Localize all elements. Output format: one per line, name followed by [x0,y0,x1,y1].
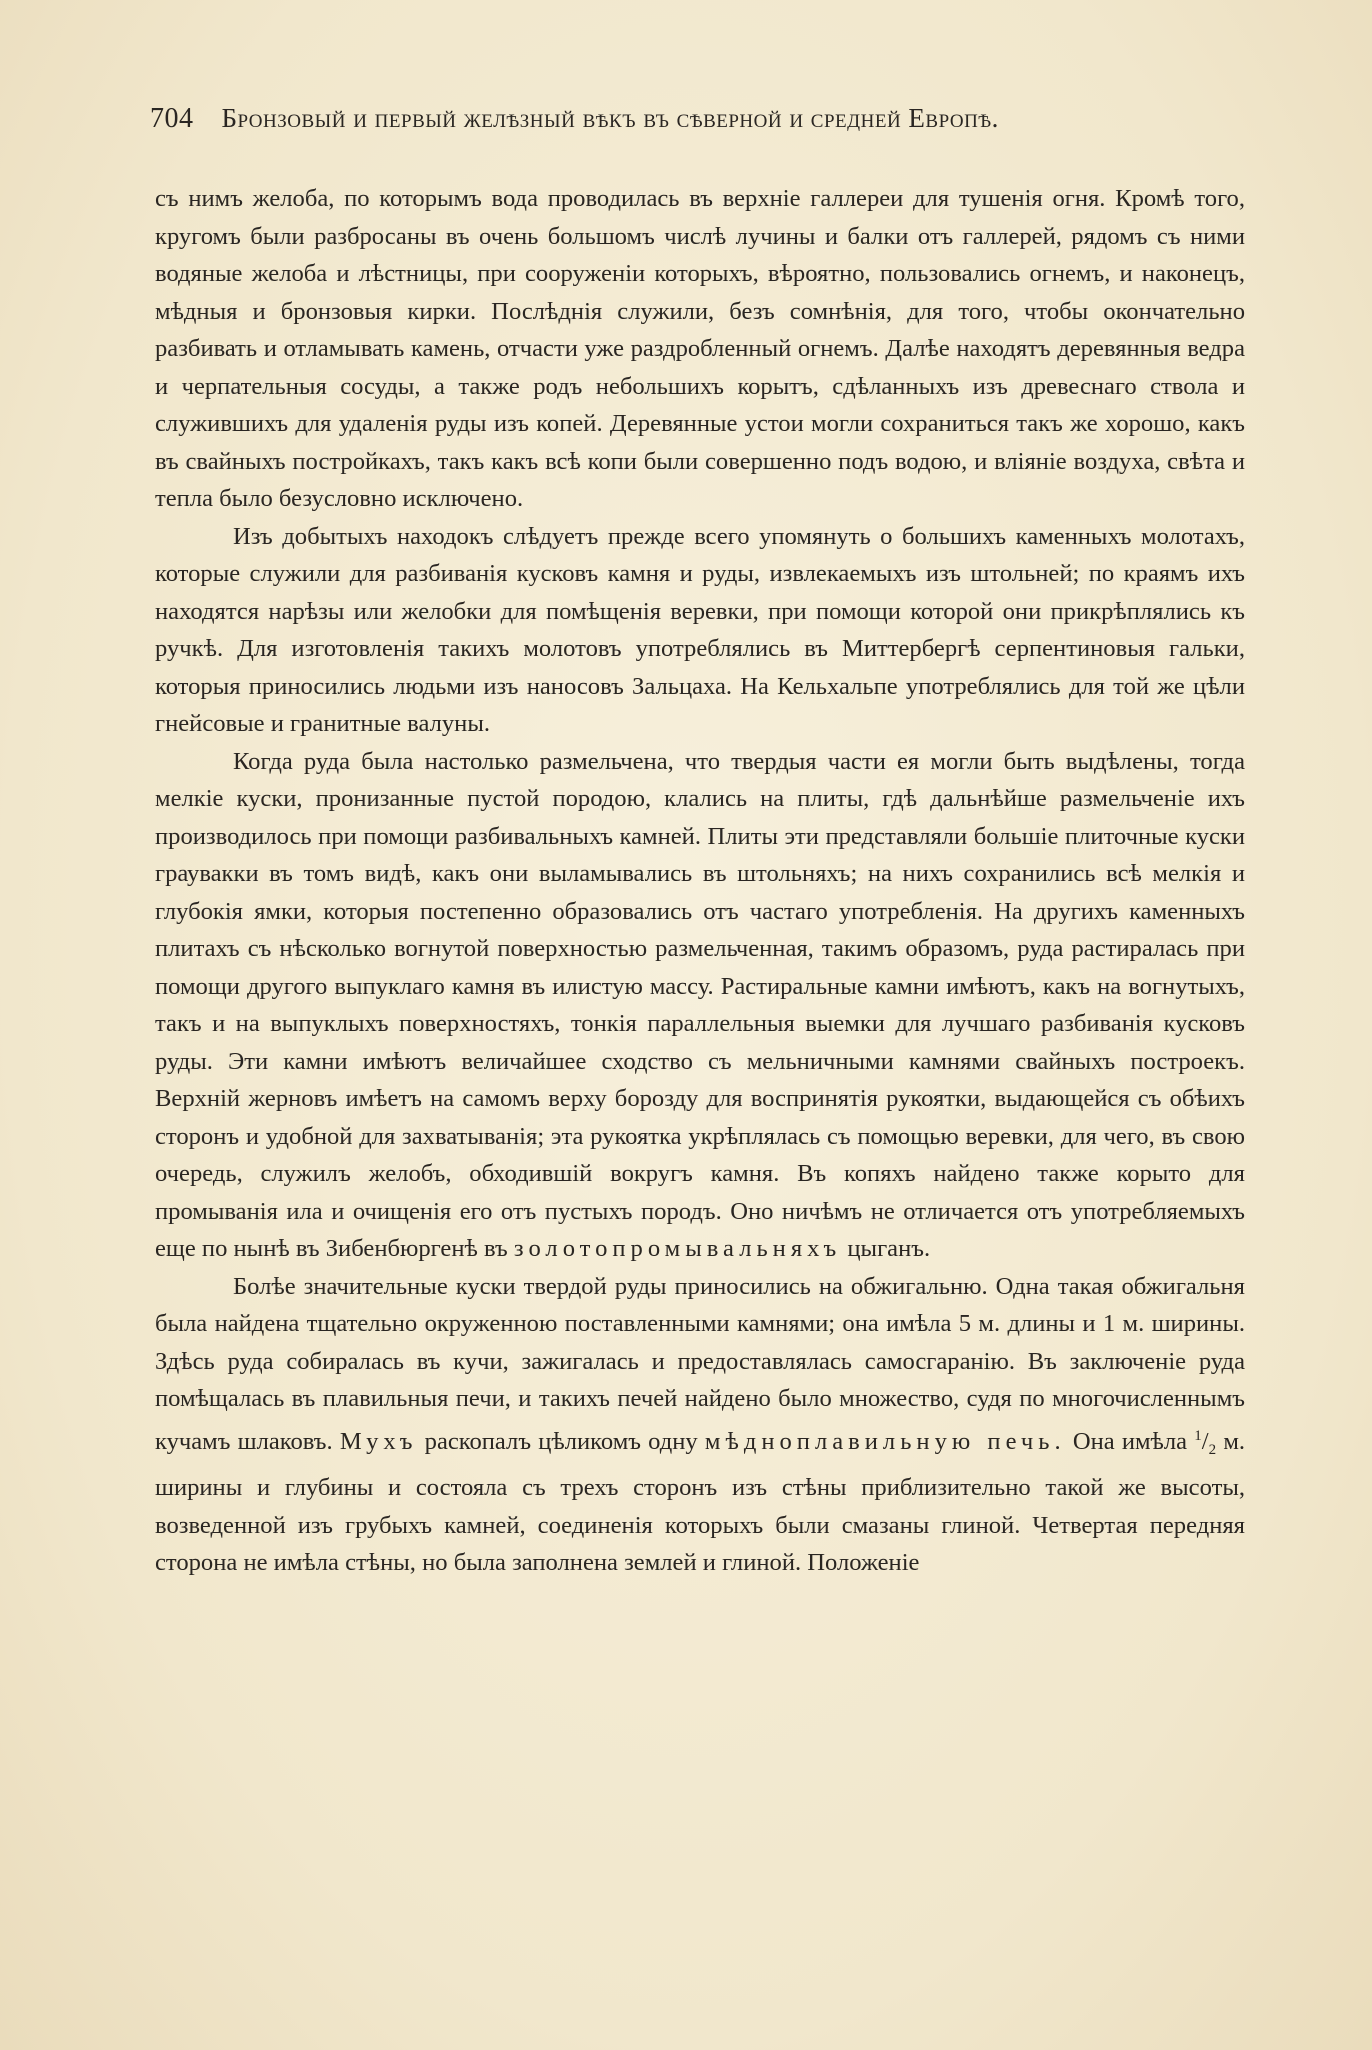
spaced-furnace-term: мѣдноплавильную печь. [704,1427,1066,1455]
paragraph-3 [155,743,1245,1268]
paragraph-3-end: цыганъ. [847,1235,931,1262]
spaced-emphasis-term: золотопромывальняхъ [513,1235,842,1262]
paragraph-4 [155,1268,1245,1582]
paragraph-2: Изъ добытыхъ находокъ слѣдуетъ прежде всего упомянуть о большихъ каменныхъ молотахъ, которые служили для разбиванія кусковъ камня и руды, извлекаемыхъ изъ штольней; по краямъ ихъ находятся нарѣзы или желобки для помѣщенія веревки, при помощи которой они прикрѣплялись къ ручкѣ. Для изготовленія такихъ молотовъ употреблялись въ Миттербергѣ серпентиновыя гальки, которыя приносились людьми изъ наносовъ Зальцаха. На Кельхальпе употреблялись для той же цѣли гнейсовые и гранитные валуны. [155,522,1245,737]
page-number: 704 [150,103,194,134]
paragraph-1: съ нимъ желоба, по которымъ вода проводилась въ верхніе галлереи для тушенія огня. Кромѣ того, кругомъ были разбросаны въ очень большомъ числѣ лучины и балки отъ галлерей, рядомъ съ ними водяные желоба и лѣстницы, при сооруженіи которыхъ, вѣроятно, пользовались огнемъ, и наконецъ, мѣдныя и бронзовыя кирки. Послѣднія служили, безъ сомнѣнія, для того, чтобы окончательно разбивать и отламывать камень, отчасти уже раздробленный огнемъ. Далѣе находятъ деревянныя ведра и черпательныя сосуды, а также родъ небольшихъ корытъ, сдѣланныхъ изъ древеснаго ствола и служившихъ для удаленія руды изъ копей. Деревянные устои могли сохраниться такъ же хорошо, какъ въ свайныхъ постройкахъ, такъ какъ всѣ копи были совершенно подъ водою, и вліяніе воздуха, свѣта и тепла было безусловно исключено. [155,185,1245,512]
running-title: Бронзовый и первый желѣзный вѣкъ въ сѣверной и средней Европѣ. [221,103,999,133]
paragraph-4-end: м. ширины и глубины и состояла съ трехъ сторонъ изъ стѣны приблизительно такой же высоты, возведенной изъ грубыхъ камней, соединенія которыхъ были смазаны глиной. Четвертая передняя сторона не имѣла стѣны, но была заполнена землей и глиной. Положеніе [155,1427,1246,1576]
paragraph-4-text: Болѣе значительные куски твердой руды приносились на обжигальню. Одна такая обжигальня была найдена тщательно окруженною поставленными камнями; она имѣла 5 м. длины и 1 м. ширины. Здѣсь руда собиралась въ кучи, зажигалась и предоставлялась самосгаранію. Въ заключеніе руда помѣщалась въ плавильныя печи, и такихъ печей найдено было множество, судя по многочисленнымъ кучамъ шлаковъ. [155,1272,1245,1455]
running-header [150,103,1250,135]
paragraph-4-middle: раскопалъ цѣликомъ одну [424,1427,698,1455]
fraction-one-half: $^1/_2$ [1194,1427,1217,1458]
spaced-author-name: Мухъ [339,1427,418,1455]
paragraph-4-before-fraction: Она имѣла [1072,1427,1188,1455]
body-text [155,180,1245,1582]
paragraph-3-text: Когда руда была настолько размельчена, что твердыя части ея могли быть выдѣлены, тогда мелкіе куски, пронизанные пустой породою, клались на плиты, гдѣ дальнѣйше размельченіе ихъ производилось при помощи разбивальныхъ камней. Плиты эти представляли большіе плиточные куски граувакки въ томъ видѣ, какъ они выламывались въ штольняхъ; на нихъ сохранились всѣ мелкія и глубокія ямки, которыя постепенно образовались отъ частаго употребленія. На другихъ каменныхъ плитахъ съ нѣсколько вогнутой поверхностью размельченная, такимъ образомъ, руда растиралась при помощи другого выпуклаго камня въ илистую массу. Растиральные камни имѣютъ, какъ на вогнутыхъ, такъ и на выпуклыхъ поверхностяхъ, тонкія параллельныя выемки для лучшаго разбиванія кусковъ руды. Эти камни имѣютъ величайшее сходство съ мельничными камнями свайныхъ построекъ. Верхній жерновъ имѣетъ на самомъ верху борозду для воспринятія рукоятки, выдающейся съ обѣихъ сторонъ и удобной для захватыванія; эта рукоятка укрѣплялась съ помощью веревки, для чего, въ свою очередь, служилъ желобъ, обходившій вокругъ камня. Въ копяхъ найдено также корыто для промыванія ила и очищенія его отъ пустыхъ породъ. Оно ничѣмъ не отличается отъ употребляемыхъ еще по нынѣ въ Зибенбюргенѣ въ [155,747,1245,1262]
